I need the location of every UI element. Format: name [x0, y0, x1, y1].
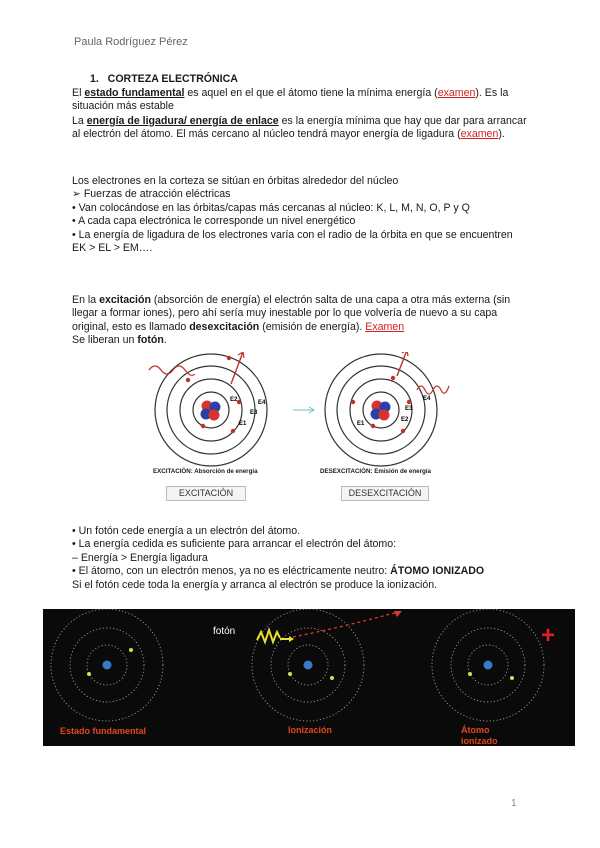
exam-mark: examen: [437, 87, 476, 99]
list-item: • El átomo, con un electrón menos, ya no es eléctricamente neutro: ÁTOMO IONIZADO: [72, 565, 485, 578]
term-excitacion: excitación: [99, 294, 151, 306]
desexcitation-button[interactable]: DESEXCITACIÓN: [341, 486, 429, 501]
list-item: • Un fotón cede energía a un electrón del átomo.: [72, 525, 301, 537]
paragraph-estado-fundamental: El estado fundamental es aquel en el que el átomo tiene la mínima energía (examen). Es la situación más estable: [72, 87, 509, 113]
page-number: 1: [511, 798, 517, 809]
term-estado-fundamental: estado fundamental: [84, 87, 185, 99]
list-ionizacion: [72, 525, 532, 592]
list-item: • Van colocándose en las órbitas/capas más cercanas al núcleo: K, L, M, N, O, P y Q: [72, 201, 470, 214]
section-heading: 1. CORTEZA ELECTRÓNICA: [90, 73, 238, 85]
author-name: Paula Rodríguez Pérez: [74, 36, 188, 48]
energy-level-e2-right: E2: [401, 417, 409, 423]
caption-desexcitation: DESEXCITACIÓN: Emisión de energía: [320, 468, 431, 475]
energy-level-e2-left: E2: [230, 397, 238, 403]
paragraph-energia-ligadura: La energía de ligadura/ energía de enlace es la energía mínima que hay que dar para arrancar al electrón del átomo. El más cercano al núcleo tendrá mayor energía de ligadura (examen).: [72, 115, 527, 141]
list-item: Si el fotón cede toda la energía y arranca al electrón se produce la ionización.: [72, 578, 438, 591]
atom-desexcitation: [325, 352, 449, 466]
atom-excitation: [149, 352, 267, 466]
list-item: • A cada capa electrónica le corresponde un nivel energético: [72, 215, 356, 228]
label-estado-fundamental: Estado fundamental: [60, 726, 147, 736]
energy-level-e1-right: E1: [357, 421, 365, 427]
term-energia-ligadura: energía de ligadura/ energía de enlace: [86, 115, 279, 127]
transition-arrow: [293, 407, 314, 413]
energy-order: EK > EL > EM….: [72, 242, 153, 255]
energy-level-e4-left: E4: [258, 400, 266, 406]
energy-level-e3-right: E3: [405, 406, 413, 412]
term-desexcitacion: desexcitación: [189, 320, 260, 333]
list-arrow-item: ➢ Fuerzas de atracción eléctricas: [72, 188, 231, 201]
paragraph-excitacion: En la excitación (absorción de energía) el electrón salta de una capa a otra más externa (sin llegar a formar iones), pero ahí sería muy inestable por lo que volvería de nuevo a su capa original, esto es llamado desexcitación (emisión de energía). Examen Se liberan un fotón.: [72, 294, 511, 347]
exam-mark: examen: [460, 128, 499, 141]
energy-level-e1-left: E1: [239, 421, 247, 427]
energy-level-e3-left: E3: [250, 410, 258, 416]
list-item: • La energía de ligadura de los electrones varía con el radio de la órbita en que se encuentren: [72, 228, 513, 241]
caption-excitation: EXCITACIÓN: Absorción de energía: [153, 468, 258, 475]
term-atomo-ionizado: ÁTOMO IONIZADO: [390, 565, 485, 578]
exam-mark: Examen: [365, 320, 405, 333]
list-intro: Los electrones en la corteza se sitúan en órbitas alrededor del núcleo: [72, 175, 399, 187]
positive-charge-icon: +: [541, 622, 556, 649]
excitation-figure: [145, 352, 475, 476]
list-item: • La energía cedida es suficiente para arrancar el electrón del átomo:: [72, 538, 397, 551]
energy-level-e4-right: E4: [423, 396, 431, 402]
list-item: – Energía > Energía ligadura: [72, 551, 208, 564]
label-atomo-ionizado: Átomo ionizado: [461, 725, 498, 746]
term-foton: fotón: [137, 334, 164, 347]
label-ionizacion: Ionización: [288, 725, 333, 735]
list-electrones: [72, 175, 532, 255]
photon-label: fotón: [213, 626, 236, 637]
excitation-button[interactable]: EXCITACIÓN: [166, 486, 246, 501]
